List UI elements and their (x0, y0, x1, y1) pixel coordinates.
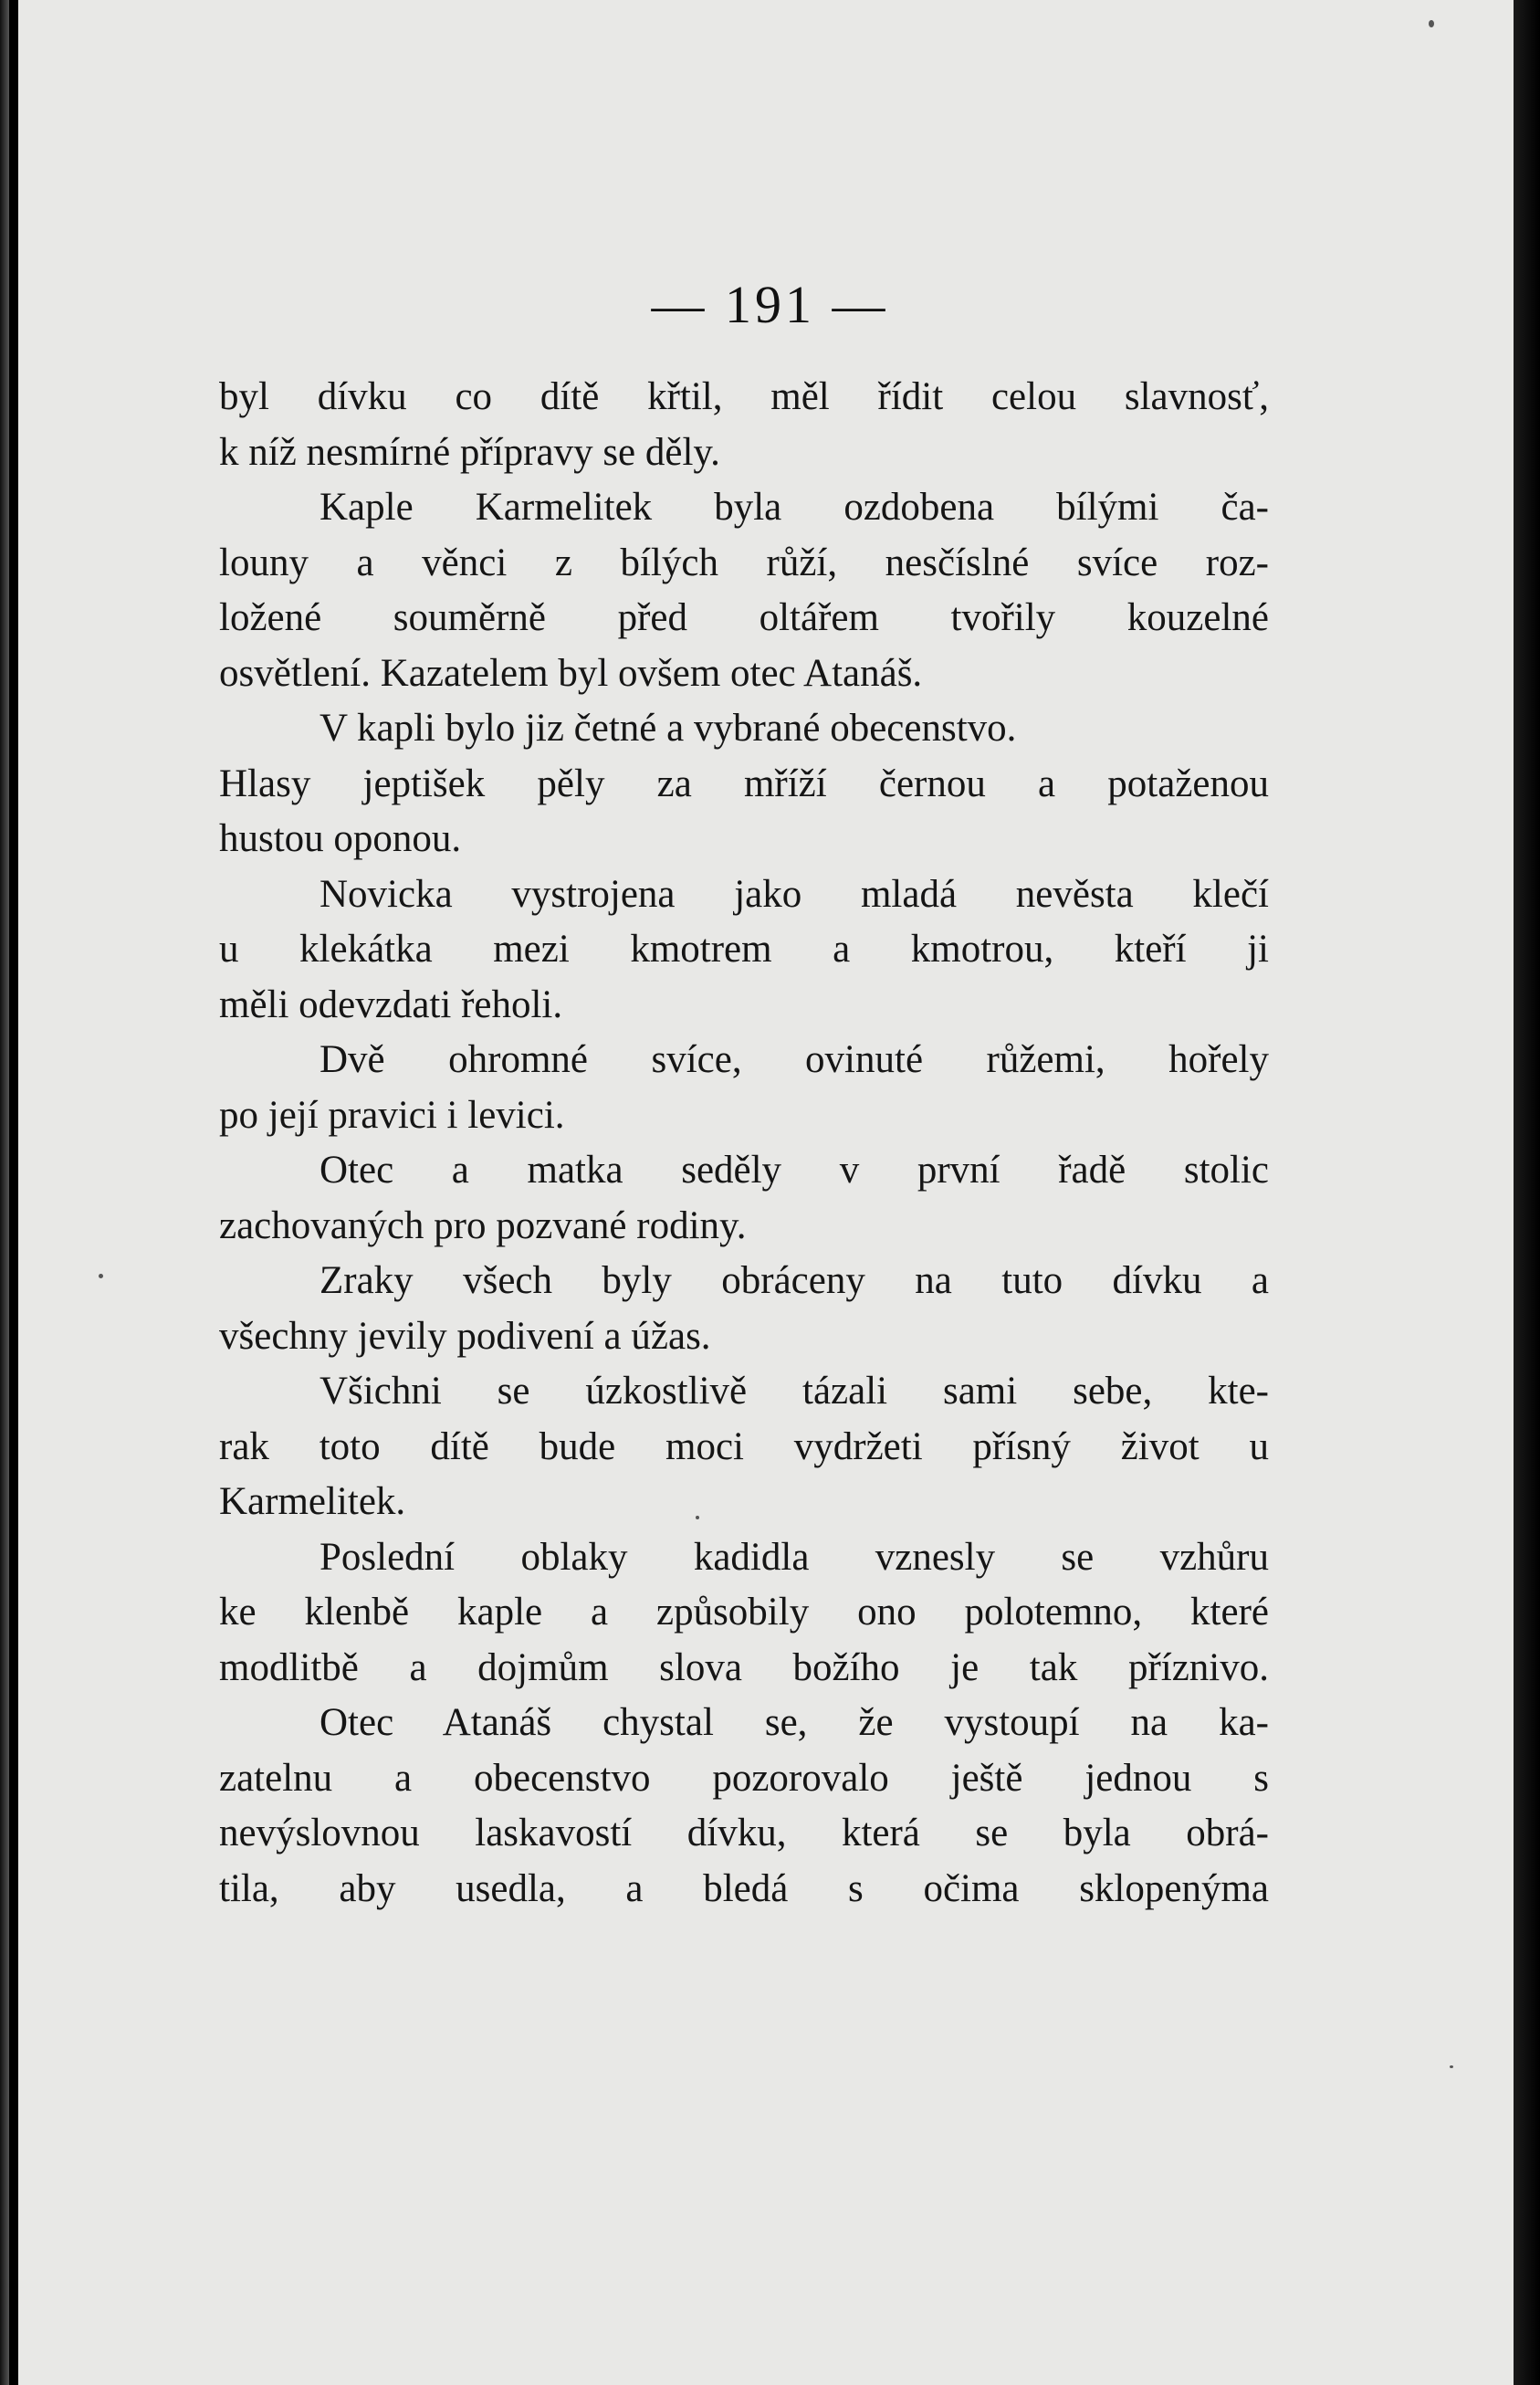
text-line: ložené souměrně před oltářem tvořily kouzelné (219, 596, 1269, 639)
text-line: byl dívku co dítě křtil, měl řídit celou slavnosť, (219, 375, 1269, 418)
text-line: u klekátka mezi kmotrem a kmotrou, kteří ji (219, 928, 1269, 971)
text-line: osvětlení. Kazatelem byl ovšem otec Atanáš. (219, 651, 923, 695)
text-line: Hlasy jeptišek pěly za mříží černou a potaženou (219, 762, 1269, 805)
page-right-edge-shadow (1514, 0, 1540, 2385)
text-line: ke klenbě kaple a způsobily ono polotemno, které (219, 1591, 1269, 1634)
text-line: Dvě ohromné svíce, ovinuté růžemi, hořely (320, 1038, 1269, 1081)
text-line: po její pravici i levici. (219, 1093, 565, 1137)
dust-speck (1429, 20, 1434, 27)
text-line: měli odevzdati řeholi. (219, 982, 563, 1026)
dust-speck (1450, 2065, 1453, 2068)
text-line: tila, aby usedla, a bledá s očima sklopenýma (219, 1866, 1269, 1910)
text-line: Karmelitek. (219, 1480, 406, 1523)
text-line: Kaple Karmelitek byla ozdobena bílými ča- (320, 486, 1269, 529)
text-line: modlitbě a dojmům slova božího je tak příznivo. (219, 1645, 1269, 1689)
page-left-edge-shadow (0, 0, 9, 2385)
text-line: zatelnu a obecenstvo pozorovalo ještě jednou s (219, 1756, 1269, 1800)
text-line: Otec a matka seděly v první řadě stolic (320, 1149, 1269, 1192)
dust-speck (696, 1516, 699, 1519)
text-line: louny a věnci z bílých růží, nesčíslné svíce roz- (219, 541, 1269, 584)
text-line: rak toto dítě bude moci vydržeti přísný život u (219, 1424, 1269, 1468)
body-text (219, 370, 1269, 1917)
text-line: V kapli bylo jiz četné a vybrané obecenstvo. (320, 707, 1017, 750)
page-number: — 191 — (651, 275, 889, 334)
text-line: Otec Atanáš chystal se, že vystoupí na ka- (320, 1701, 1269, 1744)
text-line: Novicka vystrojena jako mladá nevěsta klečí (320, 872, 1269, 916)
text-line: k níž nesmírné přípravy se děly. (219, 430, 720, 474)
text-line: všechny jevily podivení a úžas. (219, 1314, 711, 1358)
dust-speck (99, 1274, 103, 1278)
text-line: Zraky všech byly obráceny na tuto dívku a (320, 1259, 1269, 1302)
text-line: Všichni se úzkostlivě tázali sami sebe, kte- (320, 1370, 1269, 1413)
text-line: zachovaných pro pozvané rodiny. (219, 1203, 747, 1247)
text-line: Poslední oblaky kadidla vznesly se vzhůru (320, 1535, 1269, 1579)
text-line: hustou oponou. (219, 817, 462, 860)
text-line: nevýslovnou laskavostí dívku, která se byla obrá- (219, 1812, 1269, 1854)
